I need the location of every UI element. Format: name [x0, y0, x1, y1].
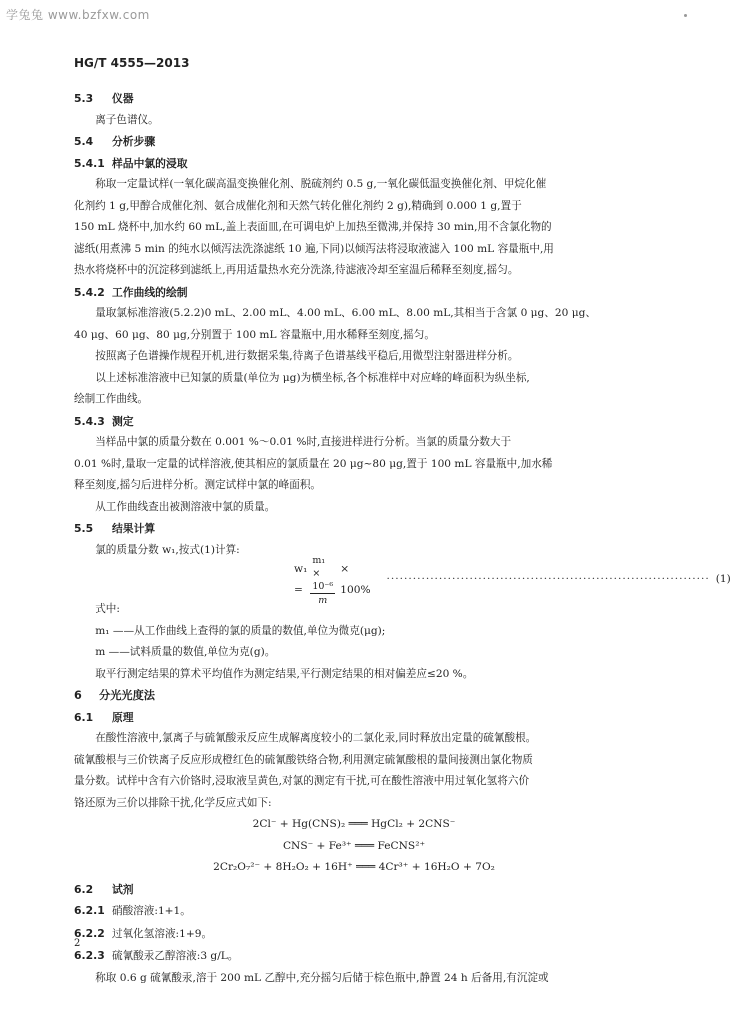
- reaction-equation-2: CNS⁻ + Fe³⁺ ═══ FeCNS²⁺: [282, 839, 426, 852]
- section-5-4-1-heading: 5.4.1 样品中氯的浸取: [74, 156, 188, 170]
- formula-fraction: [310, 554, 335, 607]
- section-5-4-1-paragraph: 称取一定量试样(一氧化碳高温变换催化剂、脱硫剂约 0.5 g,一氧化碳低温变换催化剂、甲烷化催 化剂约 1 g,甲醇合成催化剂、氨合成催化剂和天然气转化催化剂约 2 g),精确到 0.000 1 g,置于 150 mL 烧杯中,加水约 60 mL,盖上表面皿,在可调电炉上加热至微沸,并保持 30 min,用不含氯化物的 滤纸(用煮沸 5 min 的纯水以倾泻法洗涤滤纸 10 遍,下同)以倾泻法将浸取液滤入 100 mL 容量瓶中,用 热水将烧杯中的沉淀移到滤纸上,再用适量热水充分洗涤,待滤液冷却至室温后稀释至刻度,摇匀。: [74, 178, 554, 276]
- section-5-4-3-paragraph-1: 当样品中氯的质量分数在 0.001 %～0.01 %时,直接进样进行分析。当氯的质量分数大于 0.01 %时,量取一定量的试样溶液,使其相应的氯质量在 20 μg~80 μg,置于 100 mL 容量瓶中,加水稀 释至刻度,摇匀后进样分析。测定试样中氯的峰面积。: [74, 436, 553, 491]
- standard-header: HG/T 4555—2013: [74, 56, 190, 70]
- section-5-5-heading: 5.5 结果计算: [74, 522, 156, 535]
- formula-lhs: w₁ =: [294, 562, 308, 596]
- formula-leader-dots: ··········································································: [386, 573, 710, 586]
- section-5-4-2-paragraph-1: 量取氯标准溶液(5.2.2)0 mL、2.00 mL、4.00 mL、6.00 mL、8.00 mL,其相当于含氯 0 μg、20 μg、 40 μg、60 μg、80 μg,分别置于 100 mL 容量瓶中,用水稀释至刻度,摇匀。: [74, 307, 597, 341]
- formula-tail: × 100%: [340, 562, 371, 596]
- result-statement: 取平行测定结果的算术平均值作为测定结果,平行测定结果的相对偏差应≤20 %。: [95, 667, 474, 680]
- formula-number: (1): [715, 573, 731, 586]
- formula-1: [74, 554, 731, 606]
- watermark: 学兔兔 www.bzfxw.com: [6, 8, 150, 22]
- reagent-6-2-2: 6.2.2 过氧化氢溶液:1+9。: [74, 926, 213, 940]
- section-5-4-heading: 5.4 分析步骤: [74, 135, 156, 148]
- section-5-3-text: 离子色谱仪。: [95, 113, 159, 126]
- section-6-2-heading: 6.2 试剂: [74, 882, 134, 896]
- formula-numerator: m₁ × 10⁻⁶: [312, 554, 334, 592]
- section-6-heading: 6 分光光度法: [74, 689, 155, 702]
- reaction-equation-1: 2Cl⁻ + Hg(CNS)₂ ═══ HgCl₂ + 2CNS⁻: [252, 818, 456, 830]
- formula-intro: 氯的质量分数 w₁,按式(1)计算:: [95, 543, 240, 556]
- section-5-4-2-heading: 5.4.2 工作曲线的绘制: [74, 285, 188, 299]
- section-6-1-heading: 6.1 原理: [74, 710, 134, 724]
- section-5-3-heading: 5.3 仪器: [74, 92, 134, 105]
- document-body: [74, 88, 731, 989]
- section-6-1-paragraph: 在酸性溶液中,氯离子与硫氰酸汞反应生成解离度较小的二氯化汞,同时释放出定量的硫氰酸根。 硫氰酸根与三价铁离子反应形成橙红色的硫氰酸铁络合物,利用测定硫氰酸根的量间接测出氯化物质 量分数。试样中含有六价铬时,浸取液呈黄色,对氯的测定有干扰,可在酸性溶液中用过氧化氢将六价 铬还原为三价以排除干扰,化学反应式如下:: [74, 732, 537, 809]
- variable-definition-m: m ——试料质量的数值,单位为克(g)。: [95, 646, 276, 658]
- variable-definition-m1: m₁ ——从工作曲线上查得的氯的质量的数值,单位为微克(μg);: [95, 624, 386, 637]
- section-5-4-3-heading: 5.4.3 测定: [74, 414, 134, 428]
- reaction-equation-3: 2Cr₂O₇²⁻ + 8H₂O₂ + 16H⁺ ═══ 4Cr³⁺ + 16H₂O + 7O₂: [213, 861, 495, 873]
- section-5-4-3-paragraph-2: 从工作曲线查出被测溶液中氯的质量。: [95, 500, 276, 513]
- corner-mark: [684, 14, 687, 17]
- reagent-6-2-3: 6.2.3 硫氰酸汞乙醇溶液:3 g/L。: [74, 949, 239, 962]
- formula-denominator: m: [318, 594, 328, 606]
- formula-where: 式中:: [95, 603, 120, 615]
- reagent-6-2-1: 6.2.1 硝酸溶液:1+1。: [74, 904, 191, 917]
- reagent-6-2-3-preparation: 称取 0.6 g 硫氰酸汞,溶于 200 mL 乙醇中,充分摇匀后储于棕色瓶中,静置 24 h 后备用,有沉淀或: [95, 971, 549, 984]
- section-5-4-2-paragraph-3: 以上述标准溶液中已知氯的质量(单位为 μg)为横坐标,各个标准样中对应峰的峰面积为纵坐标, 绘制工作曲线。: [74, 371, 530, 405]
- section-5-4-2-paragraph-2: 按照离子色谱操作规程开机,进行数据采集,待离子色谱基线平稳后,用微型注射器进样分析。: [95, 350, 519, 362]
- page-number: 2: [74, 938, 81, 949]
